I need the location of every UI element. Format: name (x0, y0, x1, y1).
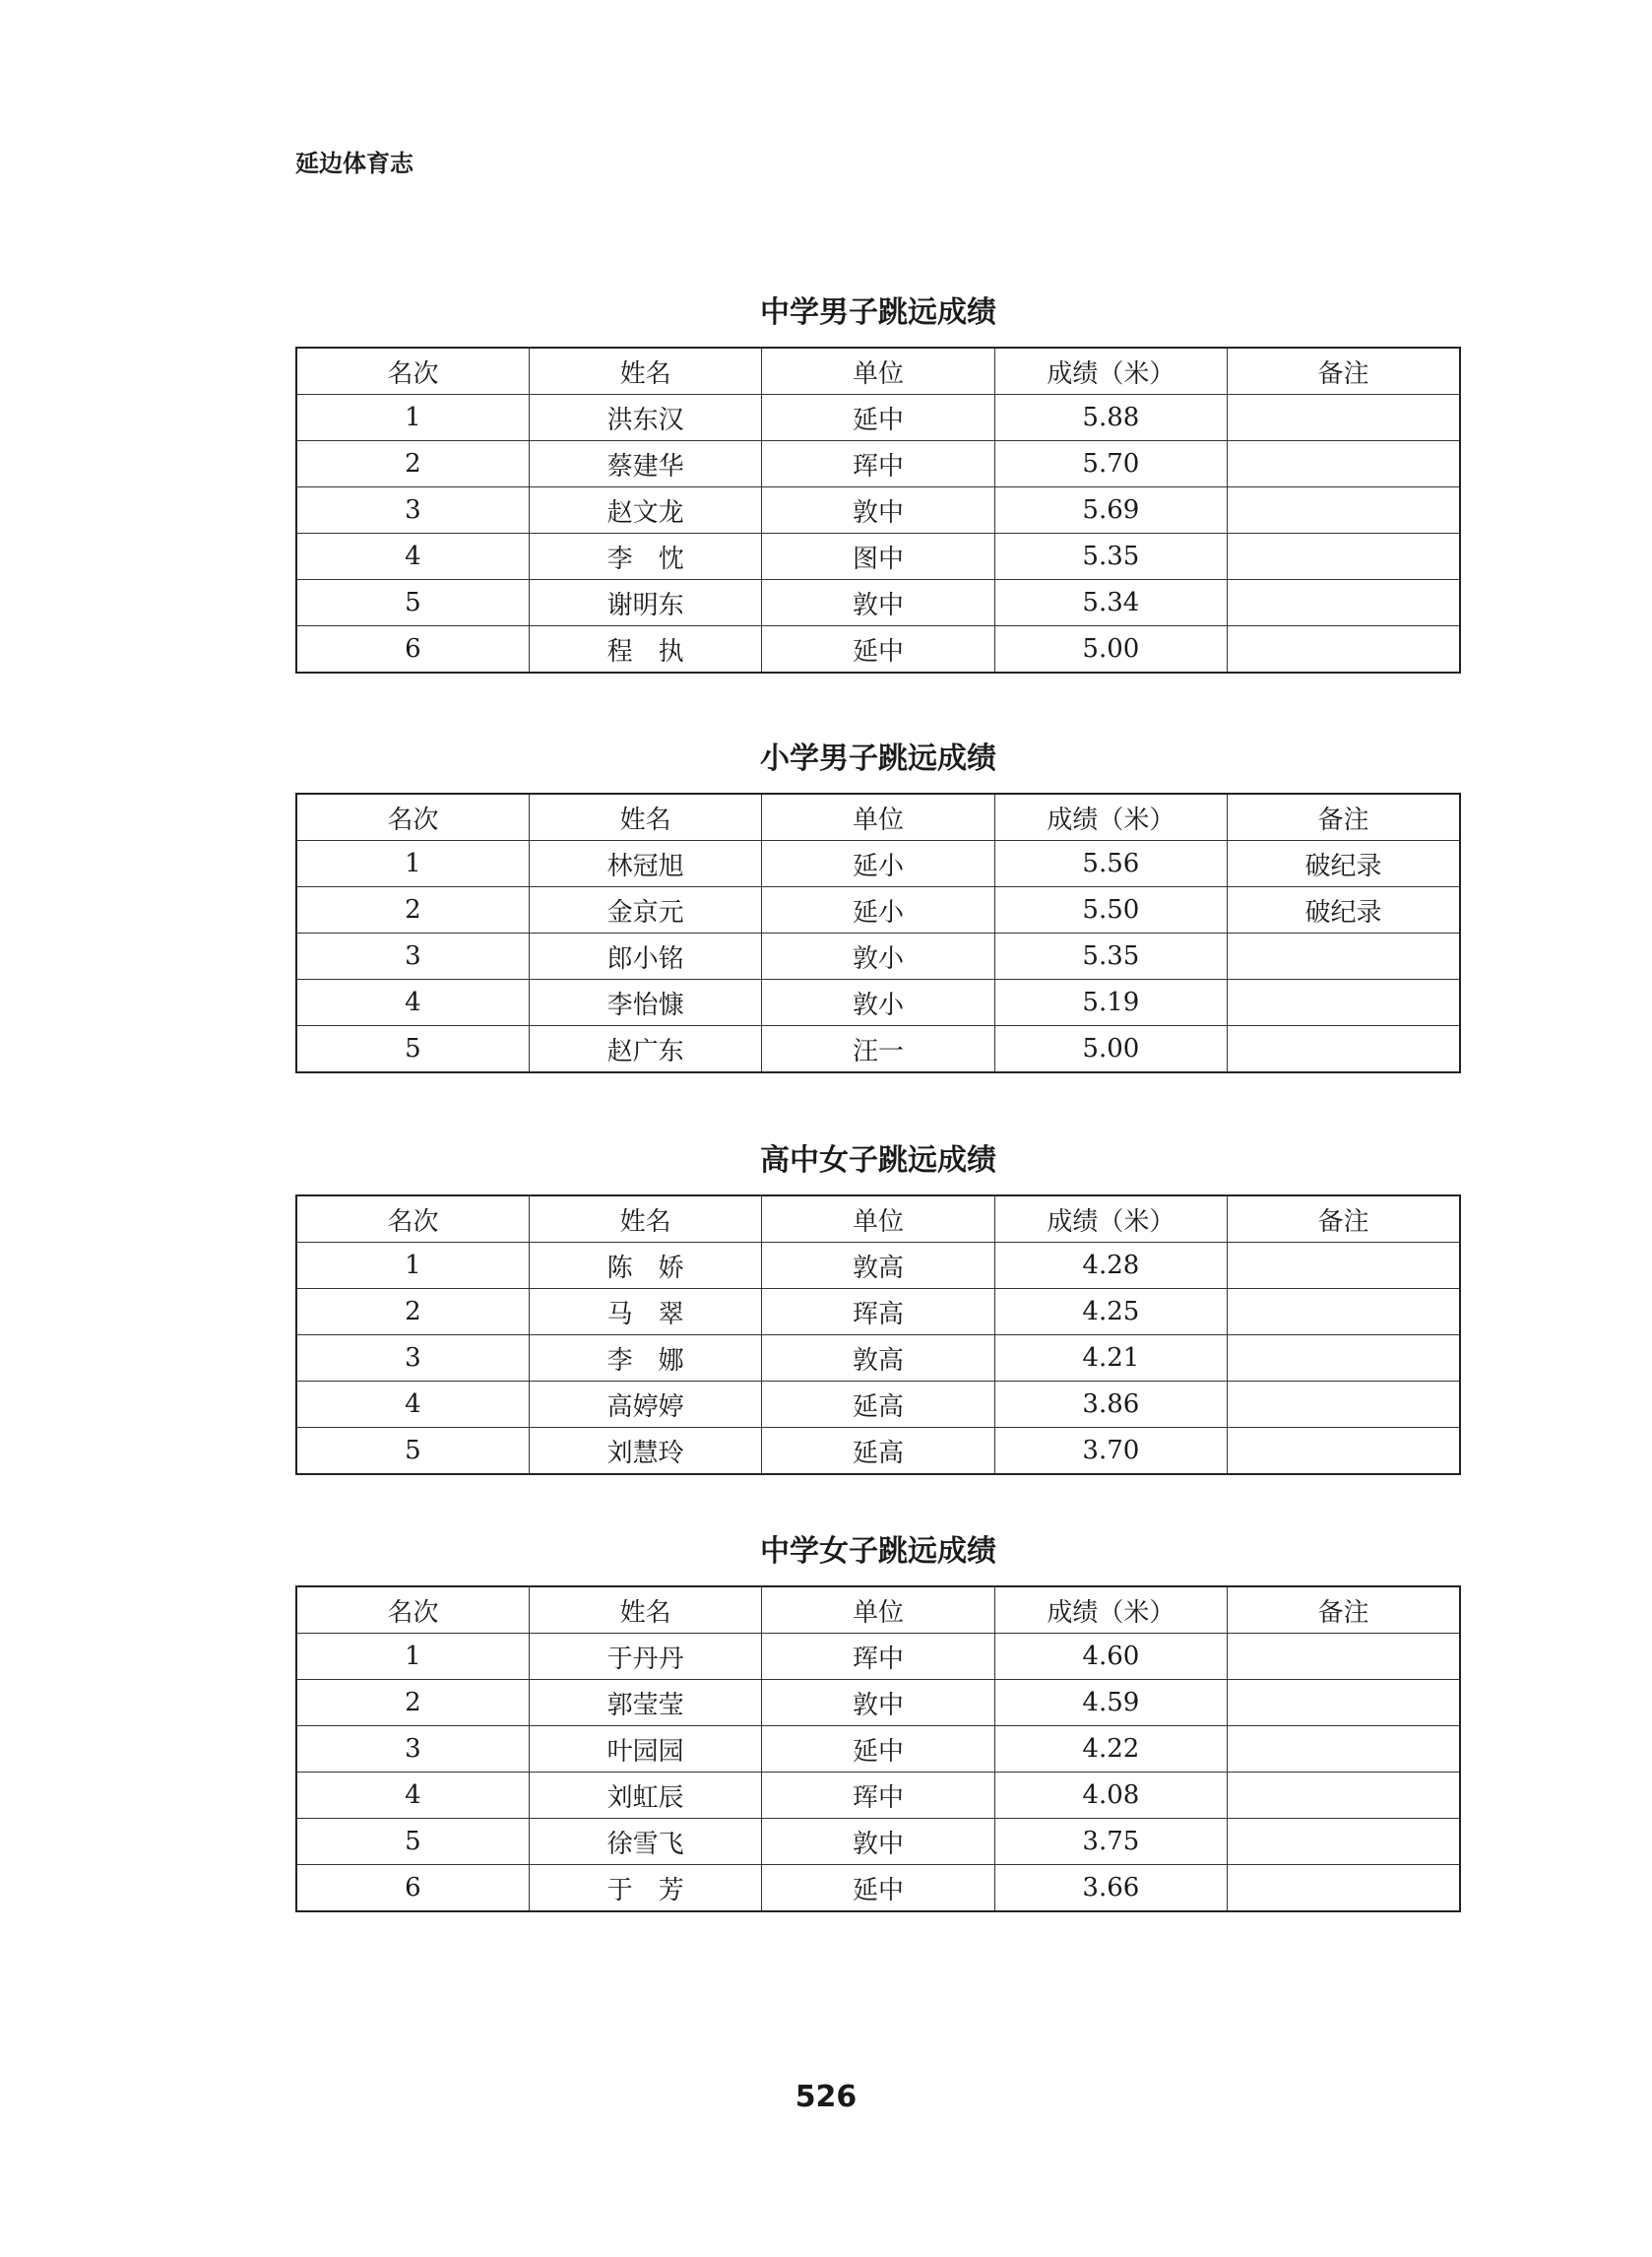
header-rank: 名次 (296, 1586, 529, 1634)
cell-result: 4.22 (994, 1726, 1227, 1773)
cell-remark (1228, 1865, 1460, 1912)
cell-remark (1228, 1335, 1460, 1382)
cell-result: 5.56 (994, 841, 1227, 887)
cell-result: 5.69 (994, 487, 1227, 534)
header-unit: 单位 (762, 794, 994, 841)
cell-unit: 延小 (762, 841, 994, 887)
cell-rank: 6 (296, 626, 529, 674)
cell-rank: 5 (296, 1026, 529, 1073)
cell-name: 徐雪飞 (529, 1819, 761, 1865)
section-title: 中学女子跳远成绩 (760, 1534, 996, 1569)
cell-remark (1228, 1382, 1460, 1428)
cell-unit: 珲中 (762, 441, 994, 487)
header-name: 姓名 (529, 348, 761, 395)
header-remark: 备注 (1228, 348, 1460, 395)
cell-unit: 敦高 (762, 1335, 994, 1382)
cell-remark (1228, 980, 1460, 1026)
cell-name: 赵文龙 (529, 487, 761, 534)
header-unit: 单位 (762, 1195, 994, 1243)
cell-remark (1228, 1243, 1460, 1289)
cell-remark: 破纪录 (1228, 841, 1460, 887)
cell-unit: 延高 (762, 1382, 994, 1428)
section-title: 小学男子跳远成绩 (760, 742, 996, 776)
cell-result: 3.75 (994, 1819, 1227, 1865)
table-row (296, 395, 1460, 441)
table-header-row (296, 1586, 1460, 1634)
cell-rank: 2 (296, 1680, 529, 1726)
cell-remark (1228, 487, 1460, 534)
table-row (296, 887, 1460, 934)
cell-remark (1228, 1428, 1460, 1475)
table-row (296, 1680, 1460, 1726)
cell-unit: 敦中 (762, 580, 994, 626)
cell-name: 李怡慷 (529, 980, 761, 1026)
cell-rank: 1 (296, 1243, 529, 1289)
cell-result: 5.35 (994, 534, 1227, 580)
cell-unit: 延中 (762, 626, 994, 674)
cell-result: 5.34 (994, 580, 1227, 626)
cell-name: 于 芳 (529, 1865, 761, 1912)
cell-remark (1228, 934, 1460, 980)
cell-unit: 延中 (762, 395, 994, 441)
table-row (296, 626, 1460, 674)
cell-result: 5.00 (994, 626, 1227, 674)
table-row (296, 1026, 1460, 1073)
cell-name: 蔡建华 (529, 441, 761, 487)
cell-remark: 破纪录 (1228, 887, 1460, 934)
cell-name: 刘虹辰 (529, 1773, 761, 1819)
header-unit: 单位 (762, 1586, 994, 1634)
cell-unit: 汪一 (762, 1026, 994, 1073)
results-table (295, 1585, 1461, 1912)
table-row (296, 1289, 1460, 1335)
cell-remark (1228, 1680, 1460, 1726)
cell-rank: 3 (296, 487, 529, 534)
cell-name: 李 娜 (529, 1335, 761, 1382)
cell-rank: 3 (296, 1335, 529, 1382)
cell-name: 金京元 (529, 887, 761, 934)
cell-unit: 珲高 (762, 1289, 994, 1335)
cell-result: 3.86 (994, 1382, 1227, 1428)
cell-remark (1228, 1026, 1460, 1073)
cell-unit: 敦小 (762, 980, 994, 1026)
cell-rank: 2 (296, 887, 529, 934)
table-header-row (296, 794, 1460, 841)
running-header: 延边体育志 (295, 150, 413, 177)
cell-result: 5.50 (994, 887, 1227, 934)
section-middle-school-boys (295, 291, 1461, 674)
cell-name: 赵广东 (529, 1026, 761, 1073)
cell-rank: 4 (296, 534, 529, 580)
cell-name: 叶园园 (529, 1726, 761, 1773)
section-middle-school-girls (295, 1530, 1461, 1912)
cell-name: 郭莹莹 (529, 1680, 761, 1726)
cell-result: 4.60 (994, 1634, 1227, 1680)
header-rank: 名次 (296, 348, 529, 395)
table-row (296, 980, 1460, 1026)
cell-unit: 敦小 (762, 934, 994, 980)
cell-result: 5.35 (994, 934, 1227, 980)
cell-rank: 2 (296, 441, 529, 487)
cell-result: 4.25 (994, 1289, 1227, 1335)
header-rank: 名次 (296, 794, 529, 841)
cell-unit: 延中 (762, 1726, 994, 1773)
table-header-row (296, 348, 1460, 395)
cell-unit: 延中 (762, 1865, 994, 1912)
header-name: 姓名 (529, 1195, 761, 1243)
results-table (295, 347, 1461, 674)
cell-result: 3.66 (994, 1865, 1227, 1912)
table-row (296, 1243, 1460, 1289)
cell-unit: 敦高 (762, 1243, 994, 1289)
table-row (296, 841, 1460, 887)
table-row (296, 487, 1460, 534)
header-result: 成绩（米） (994, 348, 1227, 395)
table-row (296, 441, 1460, 487)
header-remark: 备注 (1228, 1195, 1460, 1243)
section-title: 高中女子跳远成绩 (760, 1143, 996, 1178)
cell-rank: 4 (296, 980, 529, 1026)
section-high-school-girls (295, 1139, 1461, 1475)
cell-name: 陈 娇 (529, 1243, 761, 1289)
cell-unit: 敦中 (762, 1819, 994, 1865)
table-row (296, 1865, 1460, 1912)
cell-result: 4.21 (994, 1335, 1227, 1382)
results-table (295, 793, 1461, 1073)
cell-rank: 3 (296, 934, 529, 980)
header-result: 成绩（米） (994, 1195, 1227, 1243)
table-row (296, 1634, 1460, 1680)
cell-result: 5.00 (994, 1026, 1227, 1073)
header-name: 姓名 (529, 1586, 761, 1634)
table-row (296, 1726, 1460, 1773)
cell-name: 谢明东 (529, 580, 761, 626)
cell-name: 马 翠 (529, 1289, 761, 1335)
table-header-row (296, 1195, 1460, 1243)
results-table (295, 1194, 1461, 1475)
table-row (296, 1819, 1460, 1865)
cell-unit: 敦中 (762, 487, 994, 534)
cell-result: 5.19 (994, 980, 1227, 1026)
cell-name: 林冠旭 (529, 841, 761, 887)
table-row (296, 1335, 1460, 1382)
cell-unit: 延小 (762, 887, 994, 934)
page-number: 526 (794, 2080, 858, 2114)
cell-result: 5.70 (994, 441, 1227, 487)
cell-remark (1228, 580, 1460, 626)
cell-rank: 1 (296, 395, 529, 441)
cell-rank: 5 (296, 1819, 529, 1865)
section-primary-school-boys (295, 738, 1461, 1073)
cell-name: 程 执 (529, 626, 761, 674)
cell-rank: 2 (296, 1289, 529, 1335)
table-row (296, 934, 1460, 980)
header-name: 姓名 (529, 794, 761, 841)
cell-name: 李 忱 (529, 534, 761, 580)
header-result: 成绩（米） (994, 794, 1227, 841)
cell-result: 4.08 (994, 1773, 1227, 1819)
cell-remark (1228, 626, 1460, 674)
cell-name: 高婷婷 (529, 1382, 761, 1428)
table-row (296, 1773, 1460, 1819)
header-remark: 备注 (1228, 794, 1460, 841)
header-result: 成绩（米） (994, 1586, 1227, 1634)
cell-name: 刘慧玲 (529, 1428, 761, 1475)
cell-rank: 1 (296, 841, 529, 887)
cell-result: 4.28 (994, 1243, 1227, 1289)
cell-unit: 珲中 (762, 1634, 994, 1680)
cell-rank: 4 (296, 1382, 529, 1428)
cell-unit: 珲中 (762, 1773, 994, 1819)
cell-rank: 5 (296, 1428, 529, 1475)
cell-unit: 敦中 (762, 1680, 994, 1726)
cell-remark (1228, 395, 1460, 441)
cell-name: 洪东汉 (529, 395, 761, 441)
cell-unit: 图中 (762, 534, 994, 580)
cell-remark (1228, 534, 1460, 580)
cell-remark (1228, 1819, 1460, 1865)
cell-unit: 延高 (762, 1428, 994, 1475)
cell-remark (1228, 441, 1460, 487)
section-title: 中学男子跳远成绩 (760, 295, 996, 330)
header-rank: 名次 (296, 1195, 529, 1243)
table-row (296, 1382, 1460, 1428)
cell-rank: 5 (296, 580, 529, 626)
cell-result: 5.88 (994, 395, 1227, 441)
cell-remark (1228, 1726, 1460, 1773)
cell-rank: 4 (296, 1773, 529, 1819)
header-remark: 备注 (1228, 1586, 1460, 1634)
table-row (296, 580, 1460, 626)
header-unit: 单位 (762, 348, 994, 395)
cell-rank: 6 (296, 1865, 529, 1912)
cell-rank: 1 (296, 1634, 529, 1680)
cell-remark (1228, 1634, 1460, 1680)
cell-rank: 3 (296, 1726, 529, 1773)
table-row (296, 1428, 1460, 1475)
cell-remark (1228, 1289, 1460, 1335)
cell-remark (1228, 1773, 1460, 1819)
cell-name: 于丹丹 (529, 1634, 761, 1680)
cell-result: 4.59 (994, 1680, 1227, 1726)
cell-result: 3.70 (994, 1428, 1227, 1475)
cell-name: 郎小铭 (529, 934, 761, 980)
table-row (296, 534, 1460, 580)
